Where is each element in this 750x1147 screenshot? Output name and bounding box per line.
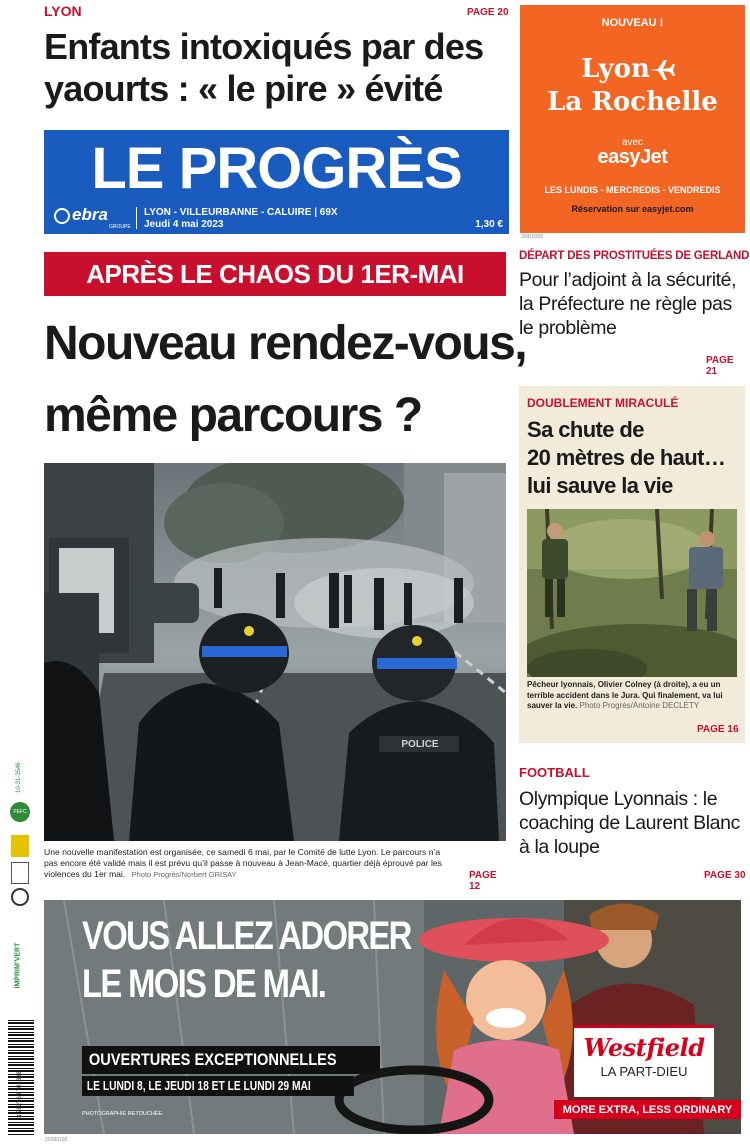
photo-caption xyxy=(44,847,454,880)
pefc-logo: PEFC xyxy=(10,802,30,822)
side-headline: Pour l’adjoint à la sécurité, la Préfecture ne règle pas le problème xyxy=(519,269,737,339)
side-story-fall[interactable] xyxy=(519,386,745,743)
headline-line: yaourts : « le pire » évité xyxy=(44,68,443,109)
ad-booking: Réservation sur easyjet.com xyxy=(571,204,694,214)
main-story[interactable] xyxy=(44,252,527,892)
ad-route-origin: Lyon xyxy=(581,54,650,84)
page-reference: PAGE 12 xyxy=(469,870,497,892)
police-vest-label: POLICE xyxy=(401,739,439,750)
pefc-code: 10-31-3546 xyxy=(16,762,22,793)
left-margin xyxy=(5,730,35,1140)
westfield-location: LA PART-DIEU xyxy=(600,1064,688,1079)
ad-route xyxy=(520,53,745,119)
side-kicker: FOOTBALL xyxy=(519,765,590,780)
main-kicker-banner xyxy=(44,252,506,296)
headline-line: Enfants intoxiqués par des xyxy=(44,26,484,67)
edition-label: LYON - VILLEURBANNE - CALUIRE | 69X xyxy=(144,207,338,218)
side-kicker: DÉPART DES PROSTITUÉES DE GERLAND xyxy=(519,250,750,262)
page-reference: PAGE 21 xyxy=(706,355,734,377)
headline-line: lui sauve la vie xyxy=(527,473,673,498)
ad-easyjet[interactable] xyxy=(520,5,745,233)
ad-code: 20389100 xyxy=(45,1137,68,1143)
page-reference: PAGE 30 xyxy=(704,870,746,881)
barcode-number: 3 782768 701306 xyxy=(17,1071,23,1118)
photo-credit: Photo Progrès/Antoine DECLÉTY xyxy=(579,701,700,710)
info-icon xyxy=(11,862,29,884)
main-headline xyxy=(44,308,527,452)
side-photo xyxy=(527,509,737,677)
caption-text: Pêcheur lyonnais, Olivier Colney (à droite), a eu un terrible accident dans le Jura. Qui finalement, va lui sauver la vie. xyxy=(527,680,723,710)
headline-line: Nouveau rendez-vous, xyxy=(44,317,527,370)
ad-headline xyxy=(82,912,411,1008)
imprim-vert-label: IMPRIM’VERT xyxy=(14,942,22,989)
date-label: Jeudi 4 mai 2023 xyxy=(144,219,224,230)
ad-retouch-note: PHOTOGRAPHIE RETOUCHÉE. xyxy=(82,1111,164,1117)
westfield-slogan: MORE EXTRA, LESS ORDINARY xyxy=(554,1100,741,1119)
side-headline xyxy=(527,416,725,500)
photo-credit: Photo Progrès/Norbert GRISAY xyxy=(131,870,237,879)
headline-line: VOUS ALLEZ ADORER xyxy=(82,914,411,958)
side-caption xyxy=(527,680,739,712)
ebra-icon xyxy=(54,208,70,224)
recycle-icon xyxy=(11,835,29,857)
side-story-prostitution[interactable] xyxy=(519,250,750,377)
price-label: 1,30 € xyxy=(475,219,503,230)
side-headline: Olympique Lyonnais : le coaching de Laurent Blanc à la loupe xyxy=(519,788,740,858)
section-label: LYON xyxy=(44,3,82,19)
ad-airline-logo: easyJet xyxy=(597,146,668,168)
divider xyxy=(136,207,137,229)
headline-line: Sa chute de xyxy=(527,417,644,442)
westfield-box xyxy=(574,1025,714,1097)
triman-icon xyxy=(11,888,29,906)
masthead[interactable] xyxy=(44,130,509,234)
page-reference: PAGE 20 xyxy=(467,7,509,18)
side-story-football[interactable] xyxy=(519,765,747,885)
caption-text: Une nouvelle manifestation est organisée, ce samedi 6 mai, par le Comité de lutte Lyon. Le parcours n’a pas encore été validé mais il est prévu qu’il passe à nouveau à Jean-Macé, quartier déjà éprouvé par les violences du 1er mai. xyxy=(44,847,442,879)
ad-dates: LE LUNDI 8, LE JEUDI 18 ET LE LUNDI 29 MAI xyxy=(82,1076,354,1096)
top-story[interactable] xyxy=(44,0,509,120)
ad-days: LES LUNDIS - MERCREDIS - VENDREDIS xyxy=(544,185,721,195)
ad-westfield[interactable] xyxy=(44,900,741,1134)
ad-route-destination: La Rochelle xyxy=(547,87,718,117)
plane-icon xyxy=(648,57,676,81)
masthead-title: LE PROGRÈS xyxy=(91,136,462,201)
ad-with: avec xyxy=(621,137,644,148)
ad-code: 20410300 xyxy=(521,234,544,240)
headline-line: 20 mètres de haut… xyxy=(527,445,726,470)
side-kicker: DOUBLEMENT MIRACULÉ xyxy=(527,396,679,410)
page-reference: PAGE 16 xyxy=(697,724,739,735)
ad-banner: OUVERTURES EXCEPTIONNELLES xyxy=(82,1046,380,1074)
westfield-logo: Westfield xyxy=(583,1033,705,1062)
main-kicker: APRÈS LE CHAOS DU 1ER-MAI xyxy=(86,259,464,289)
main-photo xyxy=(44,463,506,841)
headline-line: LE MOIS DE MAI. xyxy=(82,962,326,1006)
ebra-logo: ebra GROUPE xyxy=(54,205,134,229)
headline-line: même parcours ? xyxy=(44,389,422,442)
headline xyxy=(44,26,514,110)
ad-badge: NOUVEAU ! xyxy=(601,17,664,29)
